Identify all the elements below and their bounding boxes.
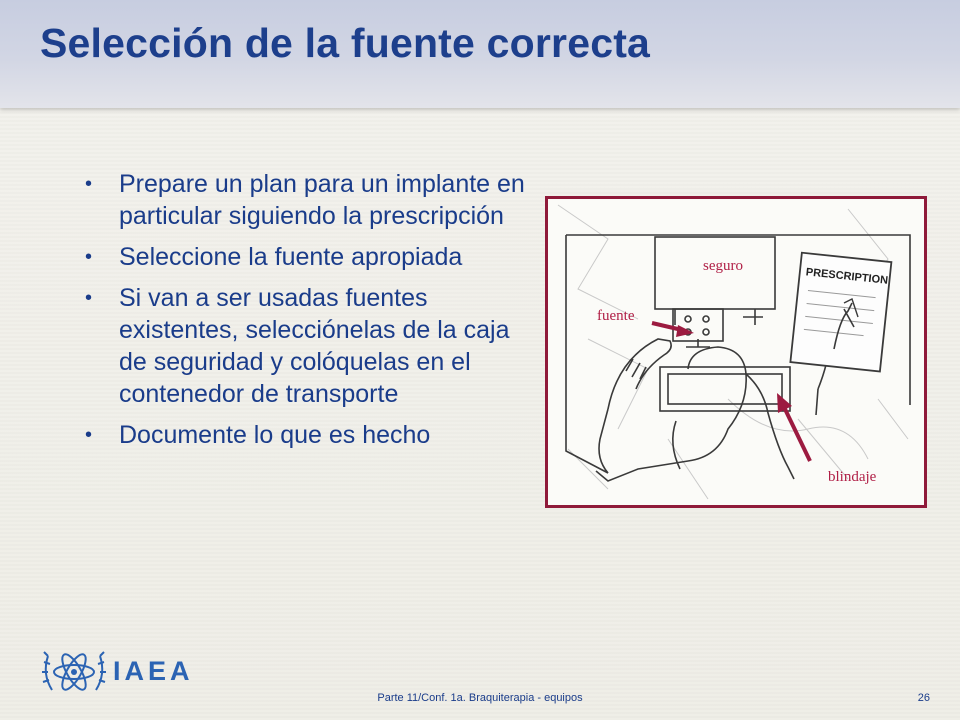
bullet-text: Documente lo que es hecho [119, 421, 431, 449]
iaea-logo-text: IAEA [113, 656, 194, 686]
bullet-icon: • [85, 287, 93, 309]
bullet-icon: • [85, 424, 93, 446]
page-number: 26 [917, 692, 930, 704]
shield-label: blindaje [828, 469, 877, 485]
bullet-list [82, 168, 532, 460]
bullet-item [82, 282, 532, 410]
source-label: fuente [597, 308, 635, 324]
bullet-text: Si van a ser usadas fuentes existentes, selecciónelas de la caja de seguridad y colóquelas en el contenedor de transporte [119, 284, 510, 408]
bullet-icon: • [85, 246, 93, 268]
bullet-item [82, 241, 532, 273]
slide-title: Selección de la fuente correcta [40, 20, 651, 66]
bullet-item [82, 419, 532, 451]
prescription-label: PRESCRIPTION [805, 266, 889, 287]
workstation-drawing [548, 199, 924, 505]
footer-text: Parte 11/Conf. 1a. Braquiterapia - equipos [377, 692, 583, 704]
bullet-text: Prepare un plan para un implante en particular siguiendo la prescripción [119, 170, 525, 230]
workstation-illustration [545, 196, 927, 508]
bullet-item [82, 168, 532, 232]
bullet-icon: • [85, 173, 93, 195]
safe-label: seguro [703, 258, 743, 274]
bullet-text: Seleccione la fuente apropiada [119, 243, 463, 271]
